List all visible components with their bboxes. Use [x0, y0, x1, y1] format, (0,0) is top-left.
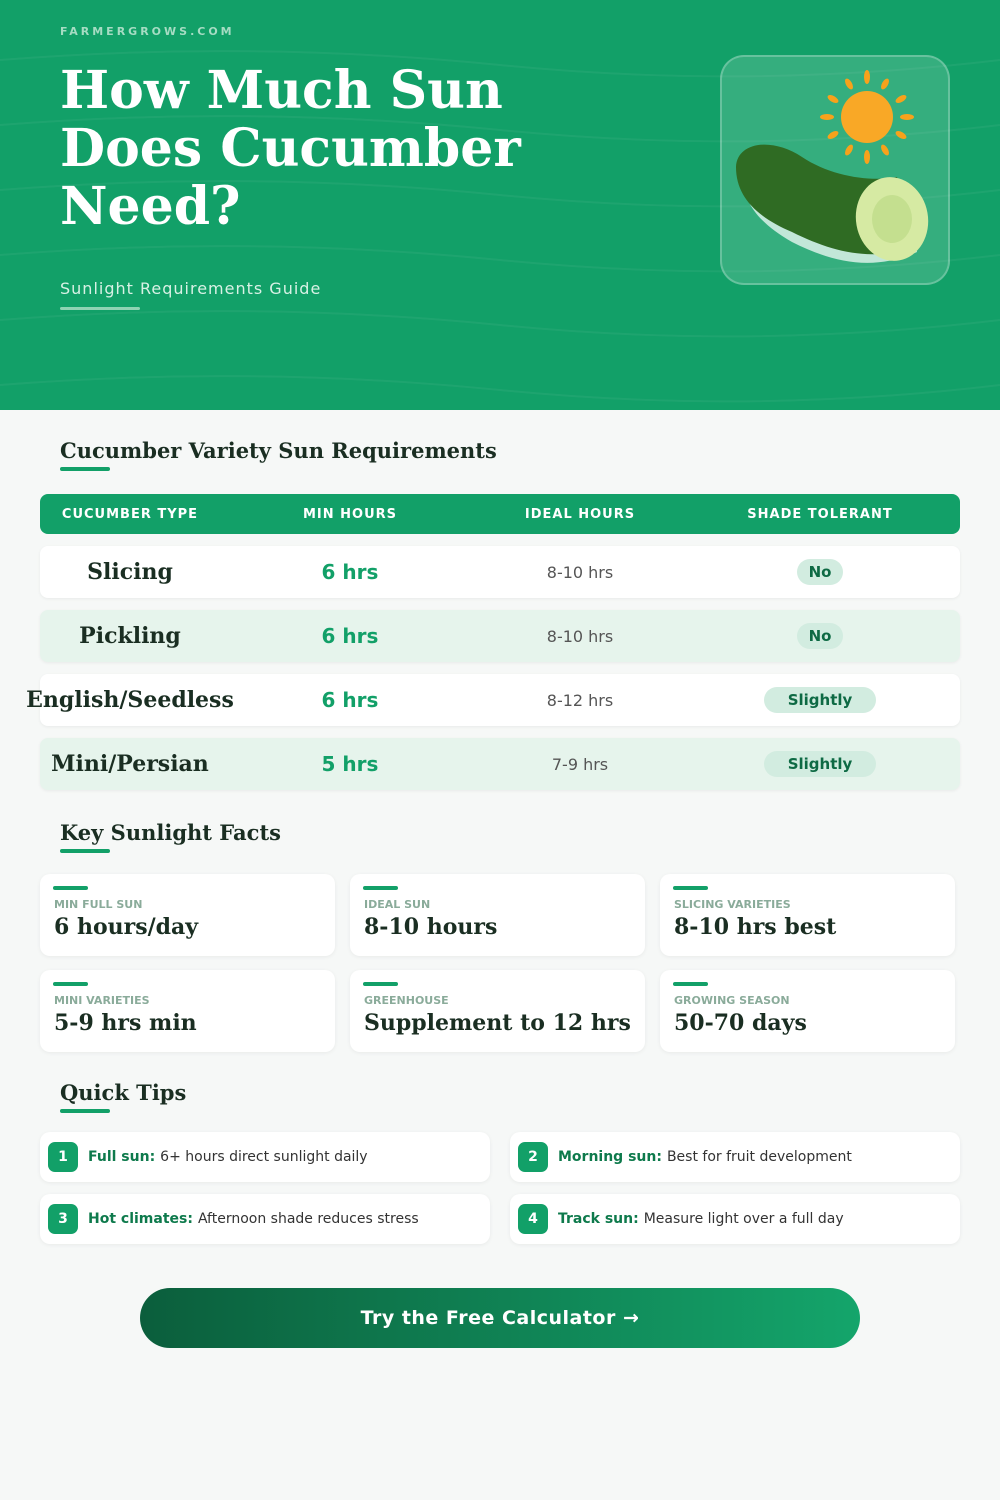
page-subtitle: Sunlight Requirements Guide: [60, 279, 322, 298]
site-name: FARMERGROWS.COM: [60, 25, 235, 38]
fact-label: MINI VARIETIES: [54, 994, 150, 1007]
heading-underline: [60, 1109, 110, 1113]
min-hours: 6 hrs: [321, 624, 379, 648]
min-hours: 5 hrs: [321, 752, 379, 776]
table-row: [40, 738, 960, 790]
tip-title: Full sun:: [88, 1149, 156, 1165]
fact-card: [660, 970, 955, 1052]
tip-title: Track sun:: [558, 1211, 639, 1227]
hero-banner: [0, 0, 1000, 410]
table-heading: Cucumber Variety Sun Requirements: [60, 438, 497, 463]
fact-value: Supplement to 12 hrs: [364, 1010, 631, 1036]
tip-number: 4: [518, 1204, 548, 1234]
col-shade: SHADE TOLERANT: [747, 506, 893, 522]
tip-number: 1: [48, 1142, 78, 1172]
fact-card: [350, 970, 645, 1052]
subtitle-underline: [60, 307, 140, 310]
fact-label: IDEAL SUN: [364, 898, 431, 911]
tip-title: Hot climates:: [88, 1211, 193, 1227]
fact-value: 8-10 hrs best: [674, 914, 837, 940]
calculator-cta-button[interactable]: Try the Free Calculator →: [140, 1288, 860, 1348]
col-ideal: IDEAL HOURS: [524, 506, 636, 522]
fact-value: 50-70 days: [674, 1010, 807, 1036]
variety-name: Slicing: [87, 559, 173, 585]
ideal-hours: 8-12 hrs: [546, 690, 614, 710]
variety-name: English/Seedless: [26, 687, 234, 713]
fact-card: [660, 874, 955, 956]
facts-heading: Key Sunlight Facts: [60, 820, 281, 845]
heading-underline: [60, 467, 110, 471]
table-header: [40, 494, 960, 534]
shade-badge: No: [797, 559, 844, 585]
table-row: [26, 674, 960, 726]
fact-card: [40, 874, 335, 956]
fact-value: 6 hours/day: [54, 914, 199, 940]
tip-title: Morning sun:: [558, 1149, 662, 1165]
tip-text: 6+ hours direct sunlight daily: [160, 1149, 368, 1165]
tip-item: [510, 1194, 960, 1244]
ideal-hours: 7-9 hrs: [551, 754, 609, 774]
tip-text: Best for fruit development: [666, 1149, 852, 1165]
page-title: How Much Sun Does Cucumber Need?: [60, 60, 521, 237]
tip-text: Afternoon shade reduces stress: [197, 1211, 419, 1227]
table-row: [40, 610, 960, 662]
fact-label: GREENHOUSE: [364, 994, 449, 1007]
tip-number: 3: [48, 1204, 78, 1234]
shade-badge: Slightly: [764, 687, 877, 713]
fact-value: 5-9 hrs min: [54, 1010, 197, 1036]
fact-label: MIN FULL SUN: [54, 898, 143, 911]
sun-icon: [820, 70, 914, 164]
tip-item: [510, 1132, 960, 1182]
tips-heading: Quick Tips: [60, 1080, 187, 1105]
tip-item: [40, 1194, 490, 1244]
ideal-hours: 8-10 hrs: [546, 562, 614, 582]
shade-badge: No: [797, 623, 844, 649]
cucumber-image: [720, 55, 950, 285]
col-type: CUCUMBER TYPE: [61, 506, 199, 522]
fact-value: 8-10 hours: [364, 914, 498, 940]
tip-item: [40, 1132, 490, 1182]
fact-card: [40, 970, 335, 1052]
tip-number: 2: [518, 1142, 548, 1172]
variety-name: Pickling: [79, 623, 181, 649]
ideal-hours: 8-10 hrs: [546, 626, 614, 646]
fact-label: GROWING SEASON: [674, 994, 790, 1007]
cucumber-icon: [736, 145, 935, 267]
fact-label: SLICING VARIETIES: [674, 898, 791, 911]
tip-text: Measure light over a full day: [643, 1211, 844, 1227]
fact-card: [350, 874, 645, 956]
col-min: MIN HOURS: [302, 506, 398, 522]
heading-underline: [60, 849, 110, 853]
table-row: [40, 546, 960, 598]
min-hours: 6 hrs: [321, 560, 379, 584]
shade-badge: Slightly: [764, 751, 877, 777]
min-hours: 6 hrs: [321, 688, 379, 712]
variety-name: Mini/Persian: [51, 751, 209, 777]
